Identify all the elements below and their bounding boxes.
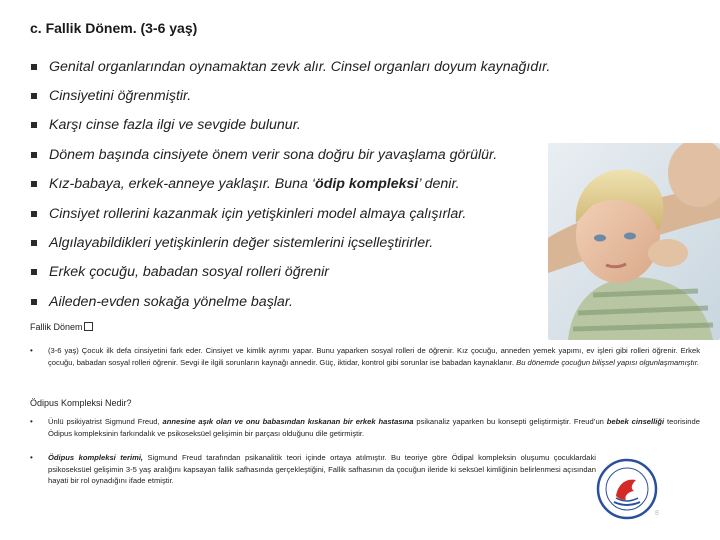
bullet-dot: • <box>30 453 33 462</box>
square-bullet-icon <box>31 122 37 128</box>
square-bullet-icon <box>31 181 37 187</box>
bullet-dot: • <box>30 417 33 426</box>
bullet-list <box>30 52 550 317</box>
missing-glyph-icon <box>84 322 93 331</box>
square-bullet-icon <box>31 211 37 217</box>
square-bullet-icon <box>31 64 37 70</box>
section-heading-odipus: Ödipus Kompleksi Nedir? <box>30 398 132 408</box>
list-item: Genital organlarından oynamaktan zevk alır. Cinsel organları doyum kaynağıdır. <box>30 52 550 81</box>
slide-title: c. Fallik Dönem. (3-6 yaş) <box>30 20 198 36</box>
square-bullet-icon <box>31 152 37 158</box>
section-odipus-paragraph-1: • Ünlü psikiyatrist Sigmund Freud, annesine aşık olan ve onu babasından kıskanan bir erkek hastasına psikanaliz yaparken bu konsepti geliştirmiştir. Freud’un bebek cinselliği teorisinde Ödipus kompleksinin farkındalık ve psikoseksüel gelişimin bir parçası olduğunu dile getirmiştir. <box>30 417 700 438</box>
list-item: Aileden-evden sokağa yönelme başlar. <box>30 287 550 316</box>
square-bullet-icon <box>31 299 37 305</box>
list-item: Cinsiyetini öğrenmiştir. <box>30 81 550 110</box>
list-item: Algılayabildikleri yetişkinlerin değer sistemlerini içselleştirirler. <box>30 228 550 257</box>
section-heading-fallik: Fallik Dönem <box>30 322 93 332</box>
child-hug-photo <box>548 143 720 340</box>
list-item: Erkek çocuğu, babadan sosyal rolleri öğrenir <box>30 258 550 287</box>
section-odipus-paragraph-2: • Ödipus kompleksi terimi, Sigmund Freud tarafından psikanalitik teori içinde ortaya atılmıştır. Bu teoriye göre Ödipal kompleksin oluşumu çocuklardaki psikoseksüel gelişimin 3-5 yaş aralığını kapsayan fallik safhasında gerçekleştiğini, Fallik safhasının da çocuğun ileride ki seksüel kimliğinin belirlenmesi açısından hayati bir rol oynadığını ifade etmiştir. <box>30 453 596 486</box>
square-bullet-icon <box>31 269 37 275</box>
square-bullet-icon <box>31 240 37 246</box>
section-fallik-paragraph: • (3-6 yaş) Çocuk ilk defa cinsiyetini fark eder. Cinsiyet ve kimlik ayrımı yapar. Bunu yaparken sosyal rolleri de öğrenir. Kız çocuğu, anneden yemek yapımı, ev işleri gibi rolleri öğrenir. Erkek çocuğu, babadan sosyal rolleri öğrenir. Sevgi ile ilgili sorunların kaynağı annedir. Güç, iktidar, kontrol gibi sorunlar ise babadan kaynaklanır. Bu dönemde çocuğun bilişsel yapısı olgunlaşmamıştır. <box>30 346 700 367</box>
bullet-dot: • <box>30 346 33 355</box>
list-item: Dönem başında cinsiyete önem verir sona doğru bir yavaşlama görülür. <box>30 140 550 169</box>
square-bullet-icon <box>31 93 37 99</box>
list-item: Kız-babaya, erkek-anneye yaklaşır. Buna ‘ ödip kompleksi ’ denir. <box>30 170 550 199</box>
list-item: Cinsiyet rollerini kazanmak için yetişkinleri model almaya çalışırlar. <box>30 199 550 228</box>
university-logo-icon <box>596 458 658 520</box>
list-item: Karşı cinse fazla ilgi ve sevgide bulunur. <box>30 111 550 140</box>
page-number: 8 <box>655 510 659 517</box>
